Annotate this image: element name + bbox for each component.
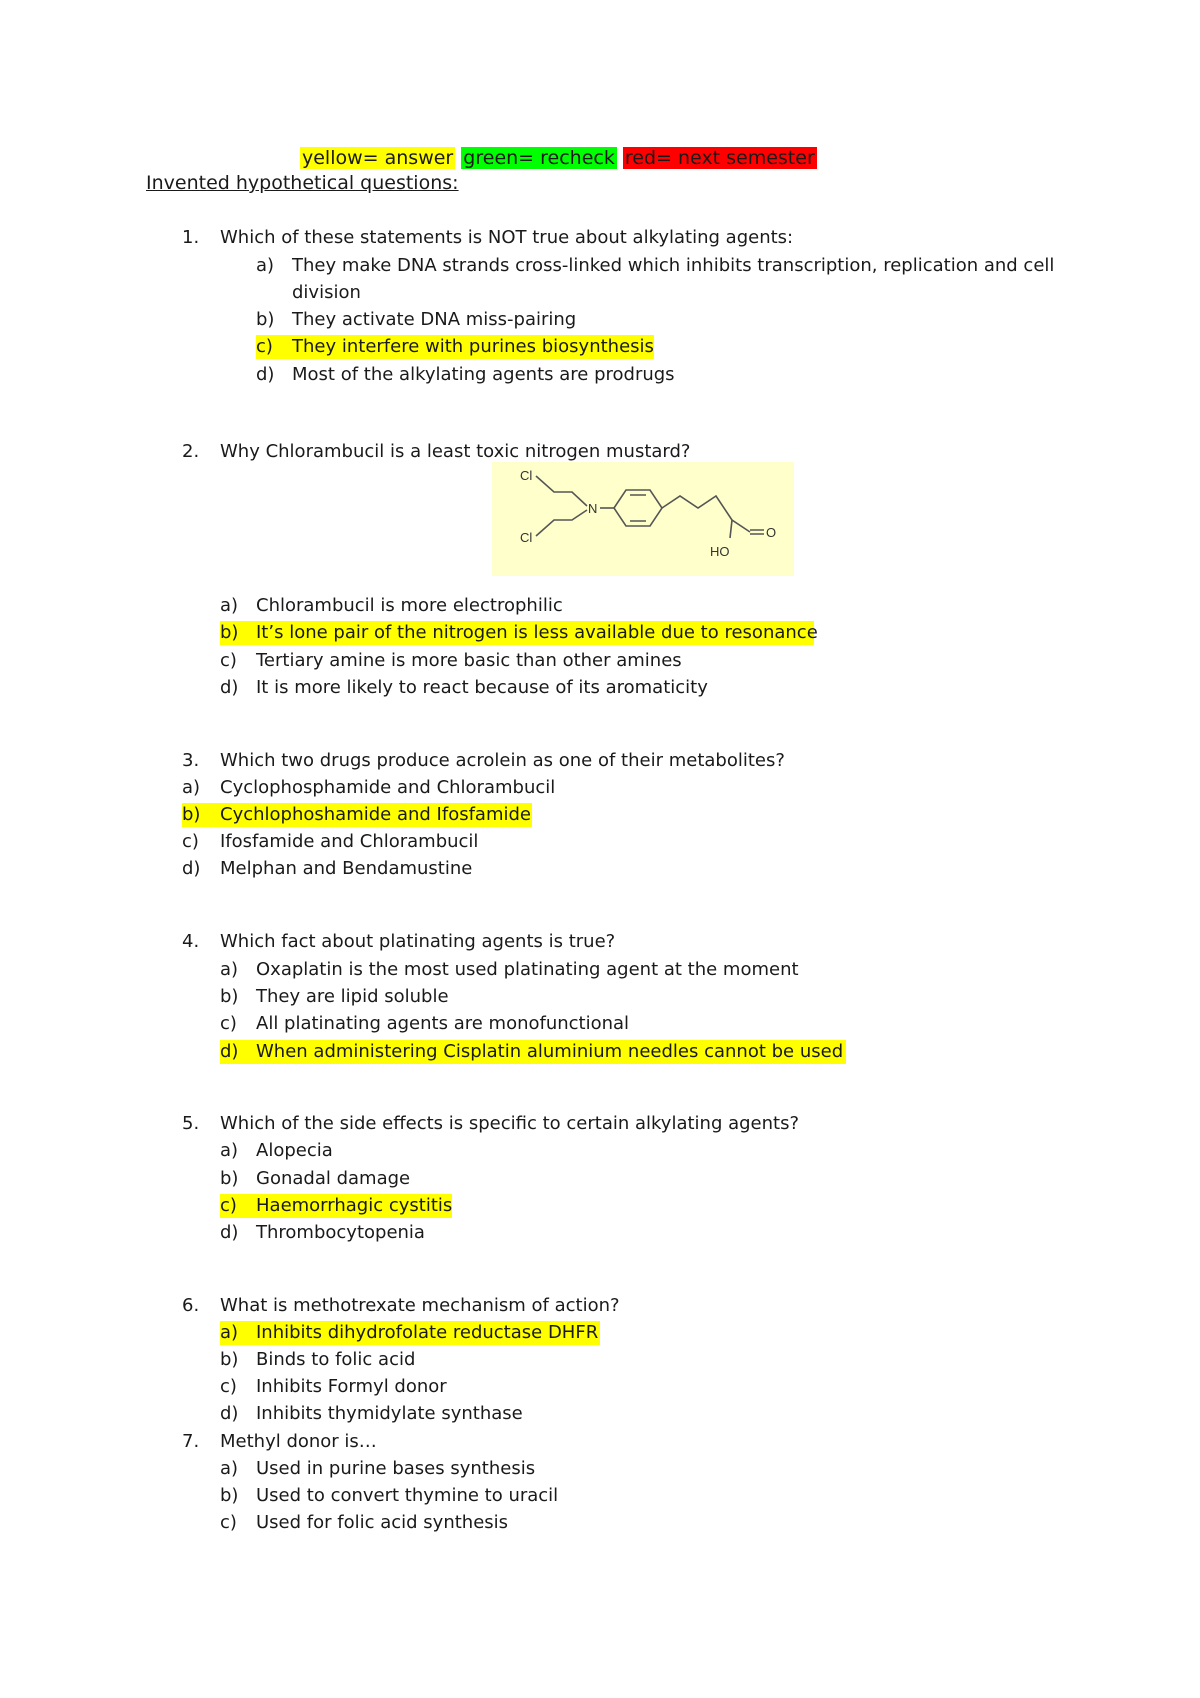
o-atom: O (766, 525, 777, 540)
option-label: d) (220, 1222, 239, 1243)
option-label: d) (220, 1403, 239, 1424)
option-1a-continued: division (292, 282, 361, 303)
option-label: d) (256, 364, 275, 385)
question-number: 5. (182, 1113, 200, 1134)
question-text: Which of these statements is NOT true about alkylating agents: (220, 227, 794, 248)
option-label: c) (182, 831, 199, 852)
question-text: Which two drugs produce acrolein as one of their metabolites? (220, 750, 785, 771)
section-heading: Invented hypothetical questions: (146, 172, 459, 194)
question-number: 2. (182, 441, 200, 462)
option-text: Tertiary amine is more basic than other amines (256, 650, 682, 671)
option-text: Inhibits thymidylate synthase (256, 1403, 523, 1424)
question-number: 6. (182, 1295, 200, 1316)
option-label: b) (182, 804, 201, 825)
option-text: Ifosfamide and Chlorambucil (220, 831, 479, 852)
option-label: b) (220, 986, 239, 1007)
option-label: d) (220, 1041, 239, 1062)
option-text: Cyclophosphamide and Chlorambucil (220, 777, 556, 798)
option-text: Gonadal damage (256, 1168, 411, 1189)
option-text: It’s lone pair of the nitrogen is less available due to resonance (256, 622, 818, 643)
option-text: Used for folic acid synthesis (256, 1512, 509, 1533)
option-text: When administering Cisplatin aluminium needles cannot be used (256, 1041, 844, 1062)
color-legend (300, 146, 817, 170)
question-text: What is methotrexate mechanism of action? (220, 1295, 620, 1316)
option-label: b) (220, 1485, 239, 1506)
cl-atom-2: Cl (520, 530, 533, 545)
option-text: Thrombocytopenia (256, 1222, 425, 1243)
question-text: Which fact about platinating agents is true? (220, 931, 616, 952)
option-text: Used to convert thymine to uracil (256, 1485, 559, 1506)
option-text: Used in purine bases synthesis (256, 1458, 536, 1479)
option-label: a) (220, 1322, 239, 1343)
option-text: It is more likely to react because of its aromaticity (256, 677, 708, 698)
option-text: They activate DNA miss-pairing (292, 309, 577, 330)
option-text: Binds to folic acid (256, 1349, 416, 1370)
option-text: Melphan and Bendamustine (220, 858, 473, 879)
option-label: d) (182, 858, 201, 879)
option-text: Alopecia (256, 1140, 333, 1161)
question-number: 1. (182, 227, 200, 248)
option-label: c) (220, 650, 237, 671)
ho-group: HO (710, 544, 730, 559)
option-text: Inhibits Formyl donor (256, 1376, 447, 1397)
option-label: a) (220, 595, 239, 616)
option-label: b) (220, 1168, 239, 1189)
legend-red: red= next semester (624, 147, 815, 169)
option-label: c) (220, 1376, 237, 1397)
option-text: They make DNA strands cross-linked which inhibits transcription, replication and cell (292, 255, 1055, 276)
option-text: Oxaplatin is the most used platinating agent at the moment (256, 959, 799, 980)
option-label: c) (220, 1013, 237, 1034)
question-text: Methyl donor is… (220, 1431, 377, 1452)
chlorambucil-structure (492, 462, 794, 576)
question-text: Which of the side effects is specific to certain alkylating agents? (220, 1113, 800, 1134)
question-number: 7. (182, 1431, 200, 1452)
option-text: All platinating agents are monofunctional (256, 1013, 630, 1034)
option-text: They are lipid soluble (256, 986, 449, 1007)
cl-atom-1: Cl (520, 468, 533, 483)
option-label: d) (220, 677, 239, 698)
n-atom: N (588, 501, 598, 516)
option-label: a) (182, 777, 201, 798)
option-text: Most of the alkylating agents are prodrugs (292, 364, 675, 385)
option-label: c) (220, 1195, 237, 1216)
option-label: b) (220, 1349, 239, 1370)
option-text: Haemorrhagic cystitis (256, 1195, 453, 1216)
option-label: a) (220, 1140, 239, 1161)
question-number: 4. (182, 931, 200, 952)
option-label: b) (256, 309, 275, 330)
legend-yellow: yellow= answer (302, 147, 454, 169)
question-text: Why Chlorambucil is a least toxic nitrogen mustard? (220, 441, 691, 462)
option-label: a) (220, 1458, 239, 1479)
question-number: 3. (182, 750, 200, 771)
option-label: c) (256, 336, 273, 357)
option-text: Inhibits dihydrofolate reductase DHFR (256, 1322, 599, 1343)
option-label: a) (220, 959, 239, 980)
option-text: Cychlophoshamide and Ifosfamide (220, 804, 531, 825)
option-text: Chlorambucil is more electrophilic (256, 595, 563, 616)
option-label: b) (220, 622, 239, 643)
option-label: a) (256, 255, 275, 276)
option-text: They interfere with purines biosynthesis (292, 336, 654, 357)
option-label: c) (220, 1512, 237, 1533)
legend-green: green= recheck (463, 147, 615, 169)
